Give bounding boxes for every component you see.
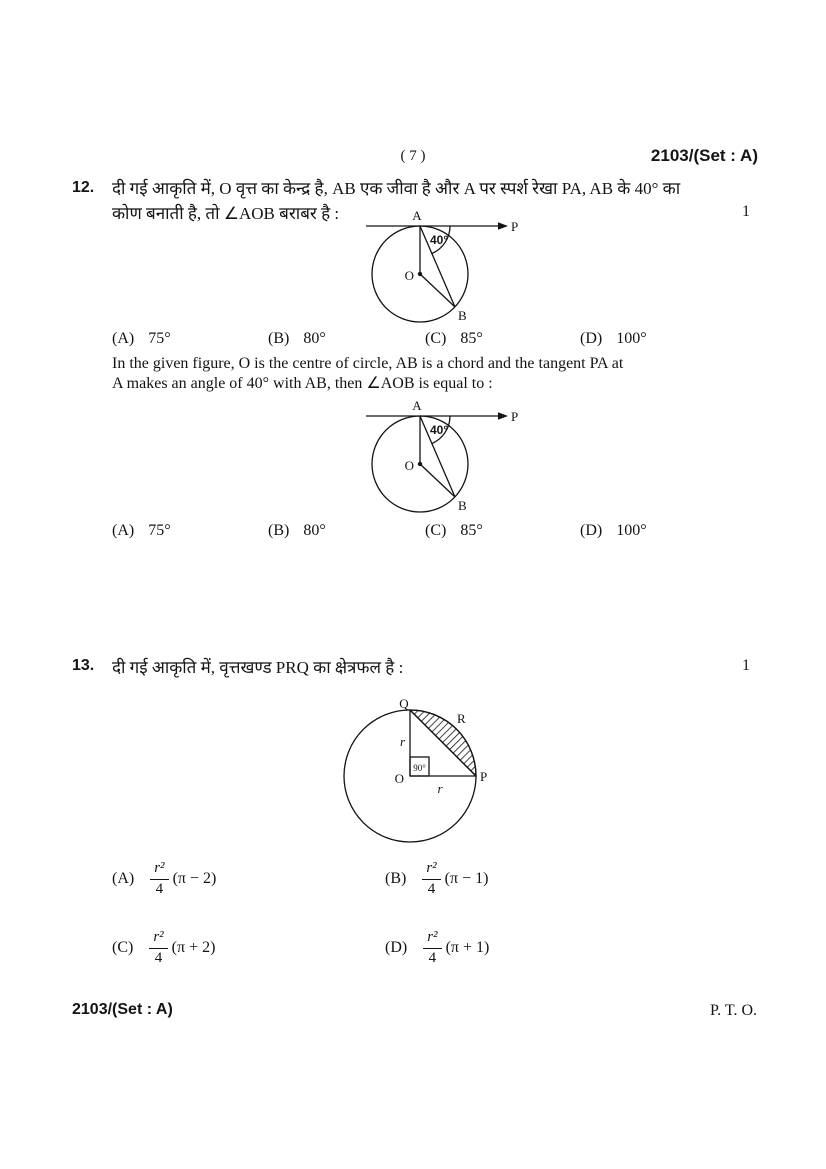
option-key: (B): [385, 870, 407, 887]
q12-options-english: [112, 522, 762, 542]
q12-hindi-line2: कोण बनाती है, तो ∠AOB बराबर है :: [112, 204, 340, 223]
fraction: [422, 860, 440, 898]
fraction-denominator: 4: [155, 880, 164, 897]
option-value: 75°: [148, 522, 171, 539]
label-a: A: [412, 208, 422, 223]
label-o: O: [394, 771, 404, 786]
option-value: 80°: [303, 522, 326, 539]
label-radius-horizontal: r: [437, 781, 443, 796]
option-value: 80°: [303, 330, 326, 347]
label-b: B: [458, 498, 467, 513]
q12-english-line1: In the given figure, O is the centre of circle, AB is a chord and the tangent PA at: [112, 355, 624, 372]
option-key: (A): [112, 330, 135, 347]
label-o: O: [404, 268, 414, 283]
option-key: (B): [268, 330, 290, 347]
option-value: 85°: [460, 330, 483, 347]
label-angle-40: 40°: [430, 233, 449, 247]
option-value: 85°: [460, 522, 483, 539]
label-a: A: [412, 398, 422, 413]
fraction-numerator: r²: [422, 860, 440, 879]
fraction-numerator: r²: [149, 929, 167, 948]
label-angle-40: 40°: [430, 423, 449, 437]
radius-ob: [420, 274, 455, 307]
option-key: (A): [112, 870, 135, 887]
q12-option-c: [425, 522, 483, 540]
option-factor: (π + 1): [445, 939, 490, 956]
q12-option-a: [112, 330, 171, 348]
q12-hindi-line1: दी गई आकृति में, O वृत्त का केन्द्र है, AB एक जीवा है और A पर स्पर्श रेखा PA, AB के 40° का: [112, 179, 681, 198]
option-key: (D): [580, 330, 603, 347]
arrow-head-icon: [498, 222, 508, 230]
label-p: P: [511, 219, 519, 234]
label-radius-vertical: r: [399, 734, 405, 749]
option-key: (C): [425, 522, 447, 539]
option-key: (B): [268, 522, 290, 539]
q12-marks: 1: [742, 203, 750, 220]
q13-number: 13.: [72, 657, 95, 674]
center-dot: [418, 272, 422, 276]
label-o: O: [404, 458, 414, 473]
q13-option-c: [112, 925, 215, 971]
set-label-footer: 2103/(Set : A): [72, 1001, 173, 1018]
fraction-numerator: r²: [150, 860, 168, 879]
option-factor: (π + 2): [171, 939, 216, 956]
option-key: (D): [580, 522, 603, 539]
q13-option-d: [385, 925, 489, 971]
arrow-head-icon: [498, 412, 508, 420]
label-b: B: [458, 308, 467, 323]
q13-option-a: [112, 856, 216, 902]
q12-english-text: [112, 354, 762, 394]
label-p: P: [480, 769, 488, 784]
label-p: P: [511, 409, 519, 424]
label-r-point: R: [457, 711, 466, 726]
option-value: 75°: [148, 330, 171, 347]
label-q: Q: [399, 696, 409, 711]
center-dot: [418, 462, 422, 466]
q12-english-line2: A makes an angle of 40° with AB, then ∠AOB is equal to :: [112, 375, 493, 392]
q12-option-d: [580, 330, 647, 348]
option-key: (C): [112, 939, 134, 956]
option-key: (A): [112, 522, 135, 539]
option-value: 100°: [616, 522, 647, 539]
q12-option-b: [268, 330, 326, 348]
option-factor: (π − 2): [172, 870, 217, 887]
radius-ob: [420, 464, 455, 497]
fraction: [423, 929, 441, 967]
option-key: (C): [425, 330, 447, 347]
fraction-numerator: r²: [423, 929, 441, 948]
label-angle-90: 90°: [413, 763, 426, 773]
fraction-denominator: 4: [428, 949, 437, 966]
option-factor: (π − 1): [444, 870, 489, 887]
fraction-denominator: 4: [427, 880, 436, 897]
q13-option-b: [385, 856, 488, 902]
fraction: [150, 860, 168, 898]
pto-label: P. T. O.: [710, 1002, 757, 1019]
q12-option-d: [580, 522, 647, 540]
option-value: 100°: [616, 330, 647, 347]
q12-options-hindi: [112, 330, 762, 350]
q13-figure: [340, 696, 515, 854]
q12-option-b: [268, 522, 326, 540]
set-label-header: 2103/(Set : A): [650, 146, 758, 165]
q12-figure-english: [350, 398, 580, 520]
page-number: ( 7 ): [400, 148, 426, 164]
q13-hindi-text: [112, 655, 762, 680]
option-key: (D): [385, 939, 408, 956]
fraction-denominator: 4: [154, 949, 163, 966]
q13-hindi-line1: दी गई आकृति में, वृत्तखण्ड PRQ का क्षेत्रफल है :: [112, 658, 404, 677]
q13-marks: 1: [742, 657, 750, 674]
q12-figure-hindi: [350, 208, 580, 330]
fraction: [149, 929, 167, 967]
q12-option-c: [425, 330, 483, 348]
q12-number: 12.: [72, 179, 95, 196]
q12-option-a: [112, 522, 171, 540]
